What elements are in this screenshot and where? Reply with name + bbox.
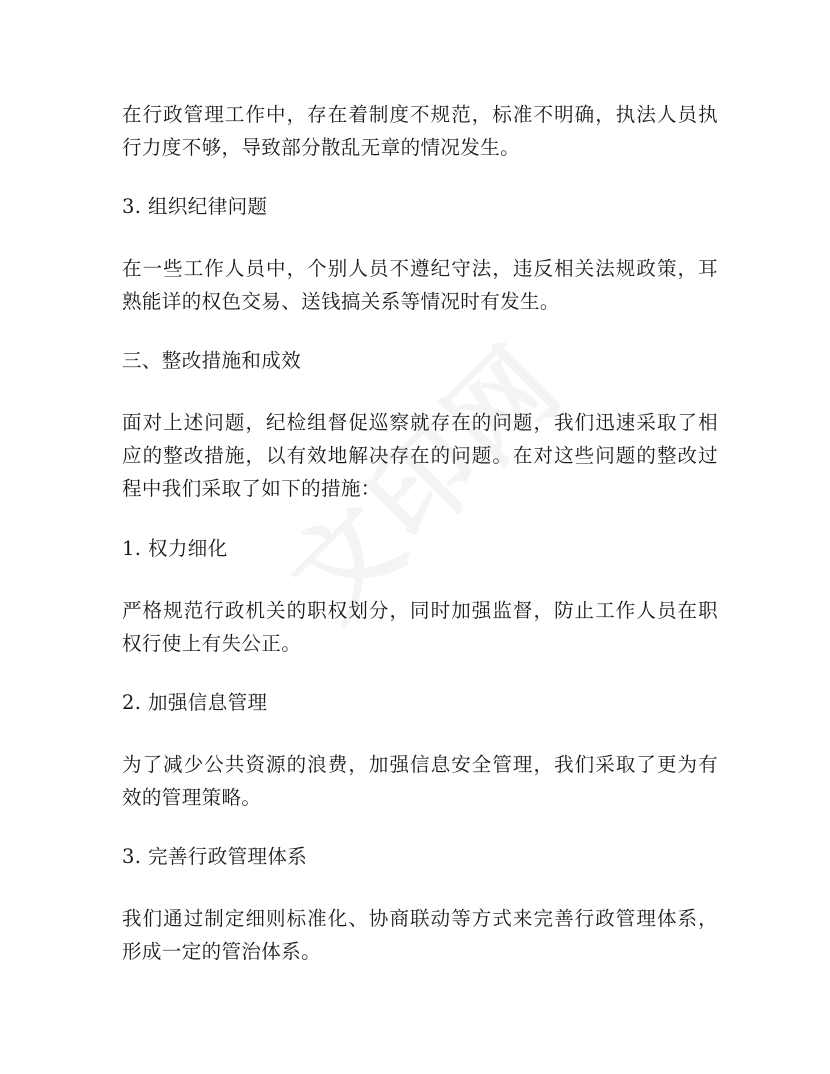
paragraph-information-management: 为了减少公共资源的浪费，加强信息安全管理，我们采取了更为有效的管理策略。 bbox=[122, 753, 718, 809]
heading-discipline-issues: 3. 组织纪律问题 bbox=[122, 195, 268, 218]
paragraph-admin-system: 我们通过制定细则标准化、协商联动等方式来完善行政管理体系，形成一定的管治体系。 bbox=[122, 907, 718, 963]
paragraph-admin-issues: 在行政管理工作中，存在着制度不规范，标准不明确，执法人员执行力度不够，导致部分散乱无章的情况发生。 bbox=[122, 103, 718, 159]
heading-admin-system: 3. 完善行政管理体系 bbox=[122, 845, 308, 868]
heading-rectification-measures: 三、整改措施和成效 bbox=[122, 349, 302, 372]
paragraph-rectification-intro: 面对上述问题，纪检组督促巡察就存在的问题，我们迅速采取了相应的整改措施，以有效地解决存在的问题。在对这些问题的整改过程中我们采取了如下的措施： bbox=[122, 411, 718, 500]
paragraph-discipline-issues: 在一些工作人员中，个别人员不遵纪守法，违反相关法规政策，耳熟能详的权色交易、送钱搞关系等情况时有发生。 bbox=[122, 257, 718, 313]
heading-power-refinement: 1. 权力细化 bbox=[122, 537, 228, 560]
heading-information-management: 2. 加强信息管理 bbox=[122, 691, 268, 714]
paragraph-power-refinement: 严格规范行政机关的职权划分，同时加强监督，防止工作人员在职权行使上有失公正。 bbox=[122, 599, 718, 655]
